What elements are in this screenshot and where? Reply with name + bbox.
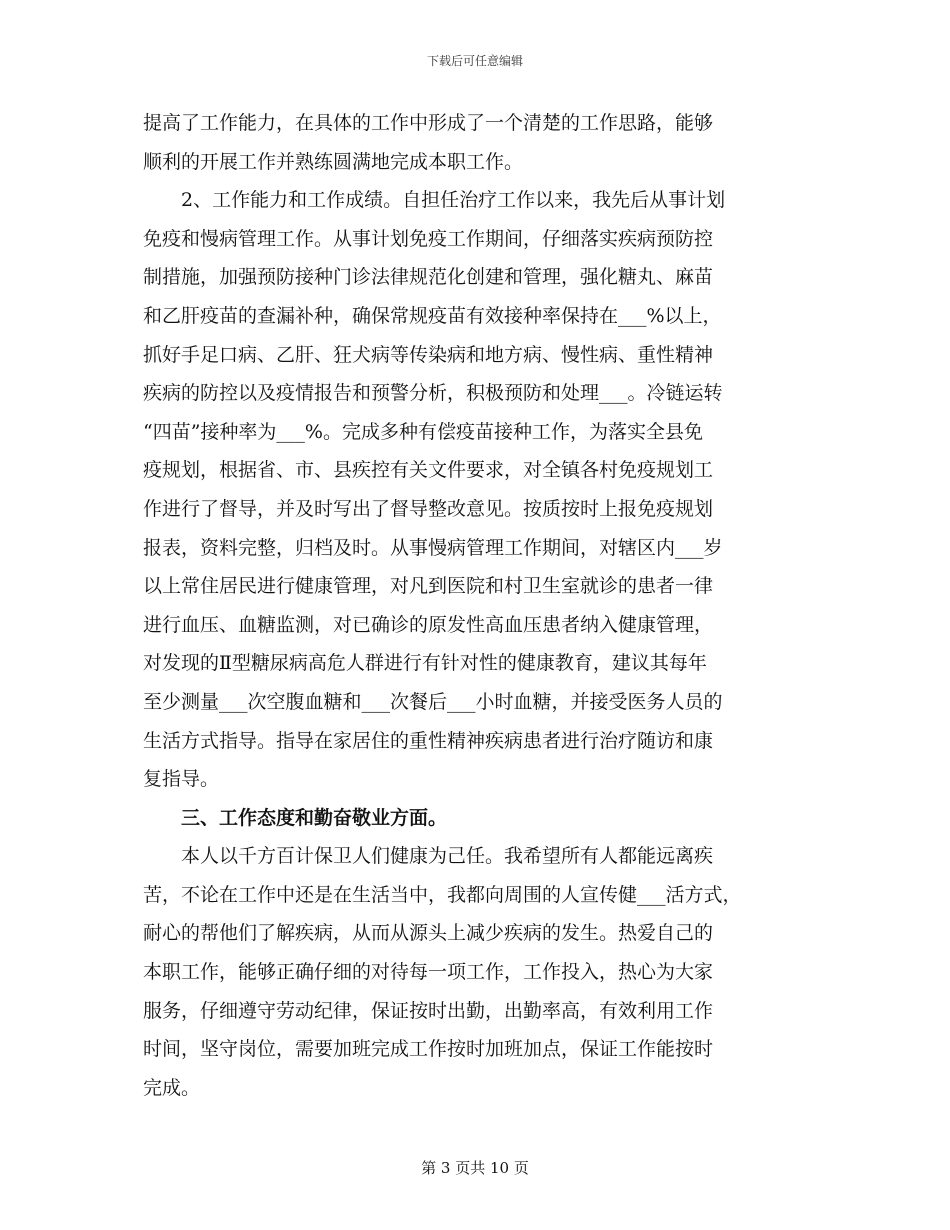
text-line: 抓好手足口病、乙肝、狂犬病等传染病和地方病、慢性病、重性精神 [143,343,714,366]
text-line: 疾病的防控以及疫情报告和预警分析，积极预防和处理___。冷链运转 [143,382,723,405]
document-body [143,104,815,1107]
text-line: 作进行了督导，并及时写出了督导整改意见。按质按时上报免疫规划 [143,497,714,520]
text-line: 苦，不论在工作中还是在生活当中，我都向周围的人宣传健___活方式， [143,883,742,906]
text-line: 完成。 [143,1076,201,1099]
text-line: 顺利的开展工作并熟练圆满地完成本职工作。 [143,150,524,173]
text-line: 以上常住居民进行健康管理，对凡到医院和村卫生室就诊的患者一律 [143,575,714,598]
text-line: 对发现的Ⅱ型糖尿病高危人群进行有针对性的健康教育，建议其每年 [143,652,707,675]
text-line: 时间，坚守岗位，需要加班完成工作按时加班加点，保证工作能按时 [143,1038,714,1061]
page-number-footer: 第 3 页共 10 页 [421,1159,529,1177]
section-heading: 三、工作态度和勤奋敬业方面。 [181,806,448,829]
text-line: 制措施，加强预防接种门诊法律规范化创建和管理，强化糖丸、麻苗 [143,266,714,289]
text-line: 本职工作，能够正确仔细的对待每一项工作，工作投入，热心为大家 [143,961,714,984]
text-line: 免疫和慢病管理工作。从事计划免疫工作期间，仔细落实疾病预防控 [143,227,714,250]
text-line: 进行血压、血糖监测，对已确诊的原发性高血压患者纳入健康管理， [143,613,714,636]
text-line: 本人以千方百计保卫人们健康为己任。我希望所有人都能远离疾 [181,845,714,868]
text-line: 2、工作能力和工作成绩。自担任治疗工作以来，我先后从事计划 [181,189,726,212]
text-line: 提高了工作能力，在具体的工作中形成了一个清楚的工作思路，能够 [143,112,714,134]
text-line: 耐心的帮他们了解疾病，从而从源头上减少疾病的发生。热爱自己的 [143,922,714,945]
text-line: 和乙肝疫苗的查漏补种，确保常规疫苗有效接种率保持在___%以上， [143,304,722,327]
text-line: 复指导。 [143,768,220,791]
text-line: 报表，资料完整，归档及时。从事慢病管理工作期间，对辖区内___岁 [143,536,723,559]
text-line: “四苗”接种率为___%。完成多种有偿疫苗接种工作，为落实全县免 [143,420,703,443]
page-header: 下载后可任意编辑 [426,54,523,68]
text-line: 至少测量___次空腹血糖和___次餐后___小时血糖，并接受医务人员的 [143,690,723,713]
text-line: 服务，仔细遵守劳动纪律，保证按时出勤，出勤率高，有效利用工作 [143,999,714,1022]
text-line: 疫规划，根据省、市、县疾控有关文件要求，对全镇各村免疫规划工 [143,459,714,482]
text-line: 生活方式指导。指导在家居住的重性精神疾病患者进行治疗随访和康 [143,729,714,752]
